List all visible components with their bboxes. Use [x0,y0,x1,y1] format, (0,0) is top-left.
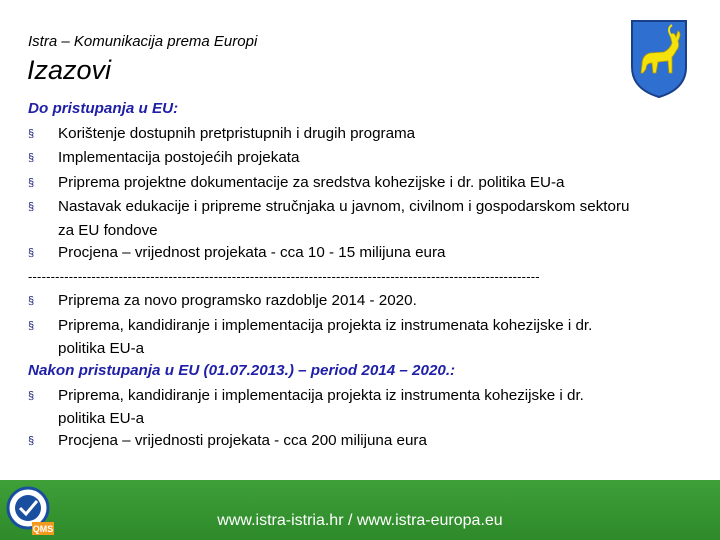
section-heading-post-accession: Nakon pristupanja u EU (01.07.2013.) – period 2014 – 2020.: [28,362,456,379]
bullet-icon: § [28,389,35,402]
list-item: § Priprema projektne dokumentacije za sredstva kohezijske i dr. politika EU-a [28,171,698,196]
divider-line: ----------------------------------------------------------------------------------------------------------------- [28,269,540,284]
bullet-icon: § [28,152,35,164]
bullet-icon: § [28,176,35,189]
list-item: § Korištenje dostupnih pretpristupnih i drugih programa [28,122,698,147]
bullet-icon: § [28,295,35,307]
footer-bar [0,480,720,540]
section-heading-pre-accession: Do pristupanja u EU: [28,100,179,117]
bullet-icon: § [28,127,35,140]
list-item: § Priprema, kandidiranje i implementacija projekta iz instrumenata kohezijske i dr. politika EU-a [28,314,698,360]
content-body [28,97,698,454]
bullet-icon: § [28,201,35,213]
list-item: § Nastavak edukacije i pripreme stručnjaka u javnom, civilnom i gospodarskom sektoru za EU fondove [28,195,698,241]
istria-goat-crest-icon [628,17,690,99]
slide-subtitle: Istra – Komunikacija prema Europi [28,33,258,50]
bullet-icon: § [28,435,35,447]
svg-text:QMS: QMS [32,524,54,534]
slide-title: Izazovi [27,55,112,85]
bullet-icon: § [28,319,35,332]
footer-url-text: www.istra-istria.hr / www.istra-europa.eu [217,512,503,529]
list-item: § Priprema, kandidiranje i implementacija projekta iz instrumenta kohezijske i dr. politika EU-a [28,384,698,430]
list-item: § Implementacija postojećih projekata [28,146,698,171]
bullet-icon: § [28,246,35,259]
list-item: § Priprema za novo programsko razdoblje 2014 - 2020. [28,289,698,314]
list-item: § Procjena – vrijednosti projekata - cca 200 milijuna eura [28,429,698,454]
list-item: § Procjena – vrijednost projekata - cca 10 - 15 milijuna eura [28,241,698,266]
